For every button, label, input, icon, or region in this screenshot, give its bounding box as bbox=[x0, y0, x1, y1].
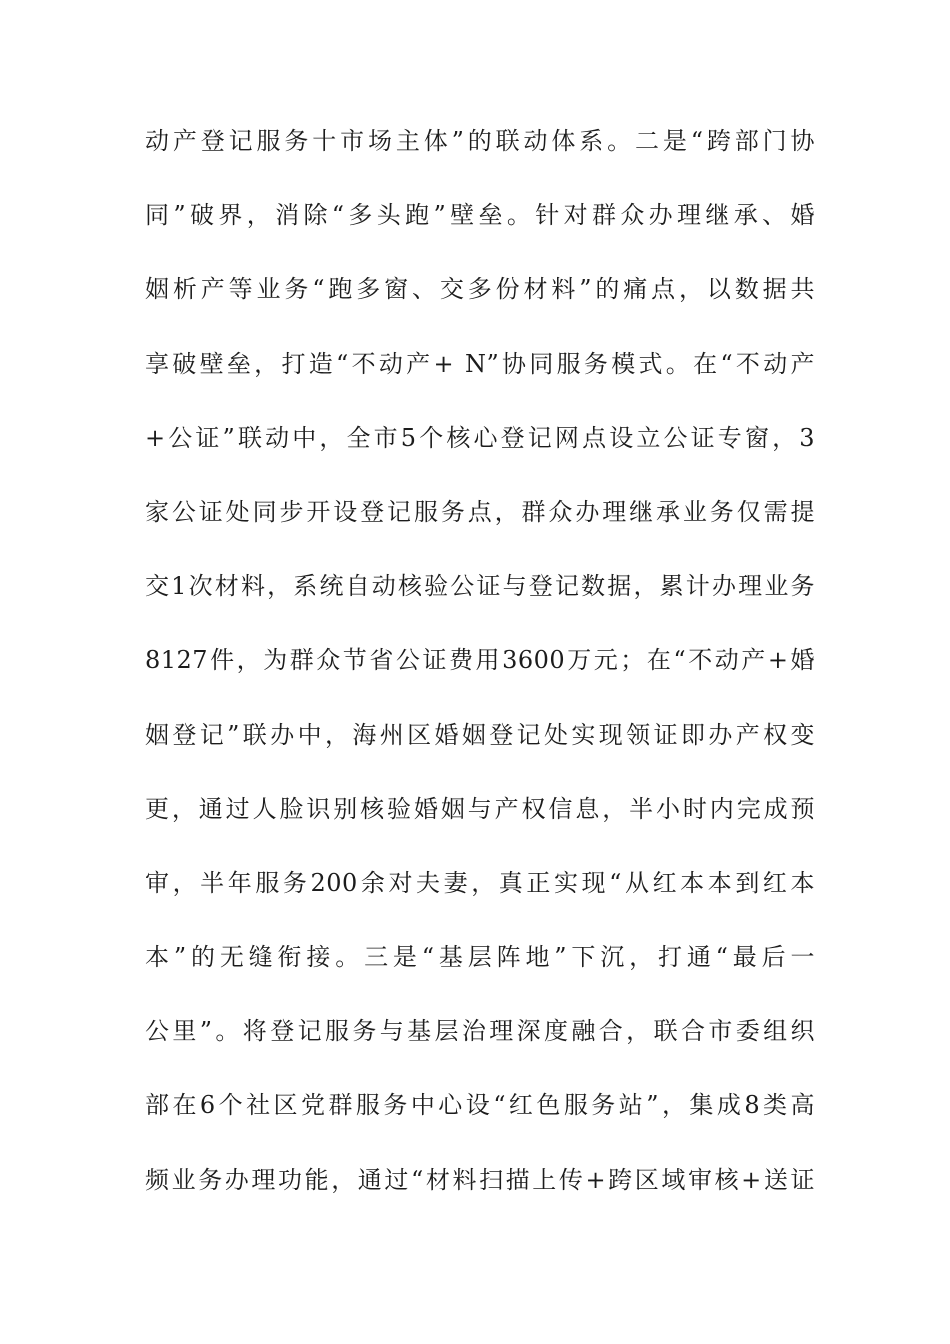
text-line-8: 8127件，为群众节省公证费用3600万元；在“不动产+婚 bbox=[145, 646, 815, 675]
text-line-6: 家公证处同步开设登记服务点，群众办理继承业务仅需提 bbox=[145, 497, 815, 526]
text-line-9: 姻登记”联办中，海州区婚姻登记处实现领证即办产权变 bbox=[145, 720, 815, 749]
text-line-2: 同”破界，消除“多头跑”壁垒。针对群众办理继承、婚 bbox=[145, 201, 815, 230]
text-line-14: 部在6个社区党群服务中心设“红色服务站”，集成8类高 bbox=[145, 1091, 815, 1120]
text-line-4: 享破壁垒，打造“不动产+ N”协同服务模式。在“不动产 bbox=[145, 349, 815, 378]
text-line-15: 频业务办理功能，通过“材料扫描上传+跨区域审核+送证 bbox=[145, 1165, 815, 1194]
text-line-1: 动产登记服务十市场主体”的联动体系。二是“跨部门协 bbox=[145, 127, 815, 155]
body-text bbox=[145, 118, 815, 1231]
text-line-12: 本”的无缝衔接。三是“基层阵地”下沉，打通“最后一 bbox=[145, 943, 815, 972]
text-line-11: 审，半年服务200余对夫妻，真正实现“从红本本到红本 bbox=[145, 868, 815, 897]
text-line-5: +公证”联动中，全市5个核心登记网点设立公证专窗，3 bbox=[145, 423, 815, 452]
text-line-10: 更，通过人脸识别核验婚姻与产权信息，半小时内完成预 bbox=[145, 794, 815, 823]
text-line-13: 公里”。将登记服务与基层治理深度融合，联合市委组织 bbox=[145, 1017, 815, 1046]
text-line-7: 交1次材料，系统自动核验公证与登记数据，累计办理业务 bbox=[145, 572, 815, 601]
text-line-3: 姻析产等业务“跑多窗、交多份材料”的痛点，以数据共 bbox=[145, 275, 815, 304]
